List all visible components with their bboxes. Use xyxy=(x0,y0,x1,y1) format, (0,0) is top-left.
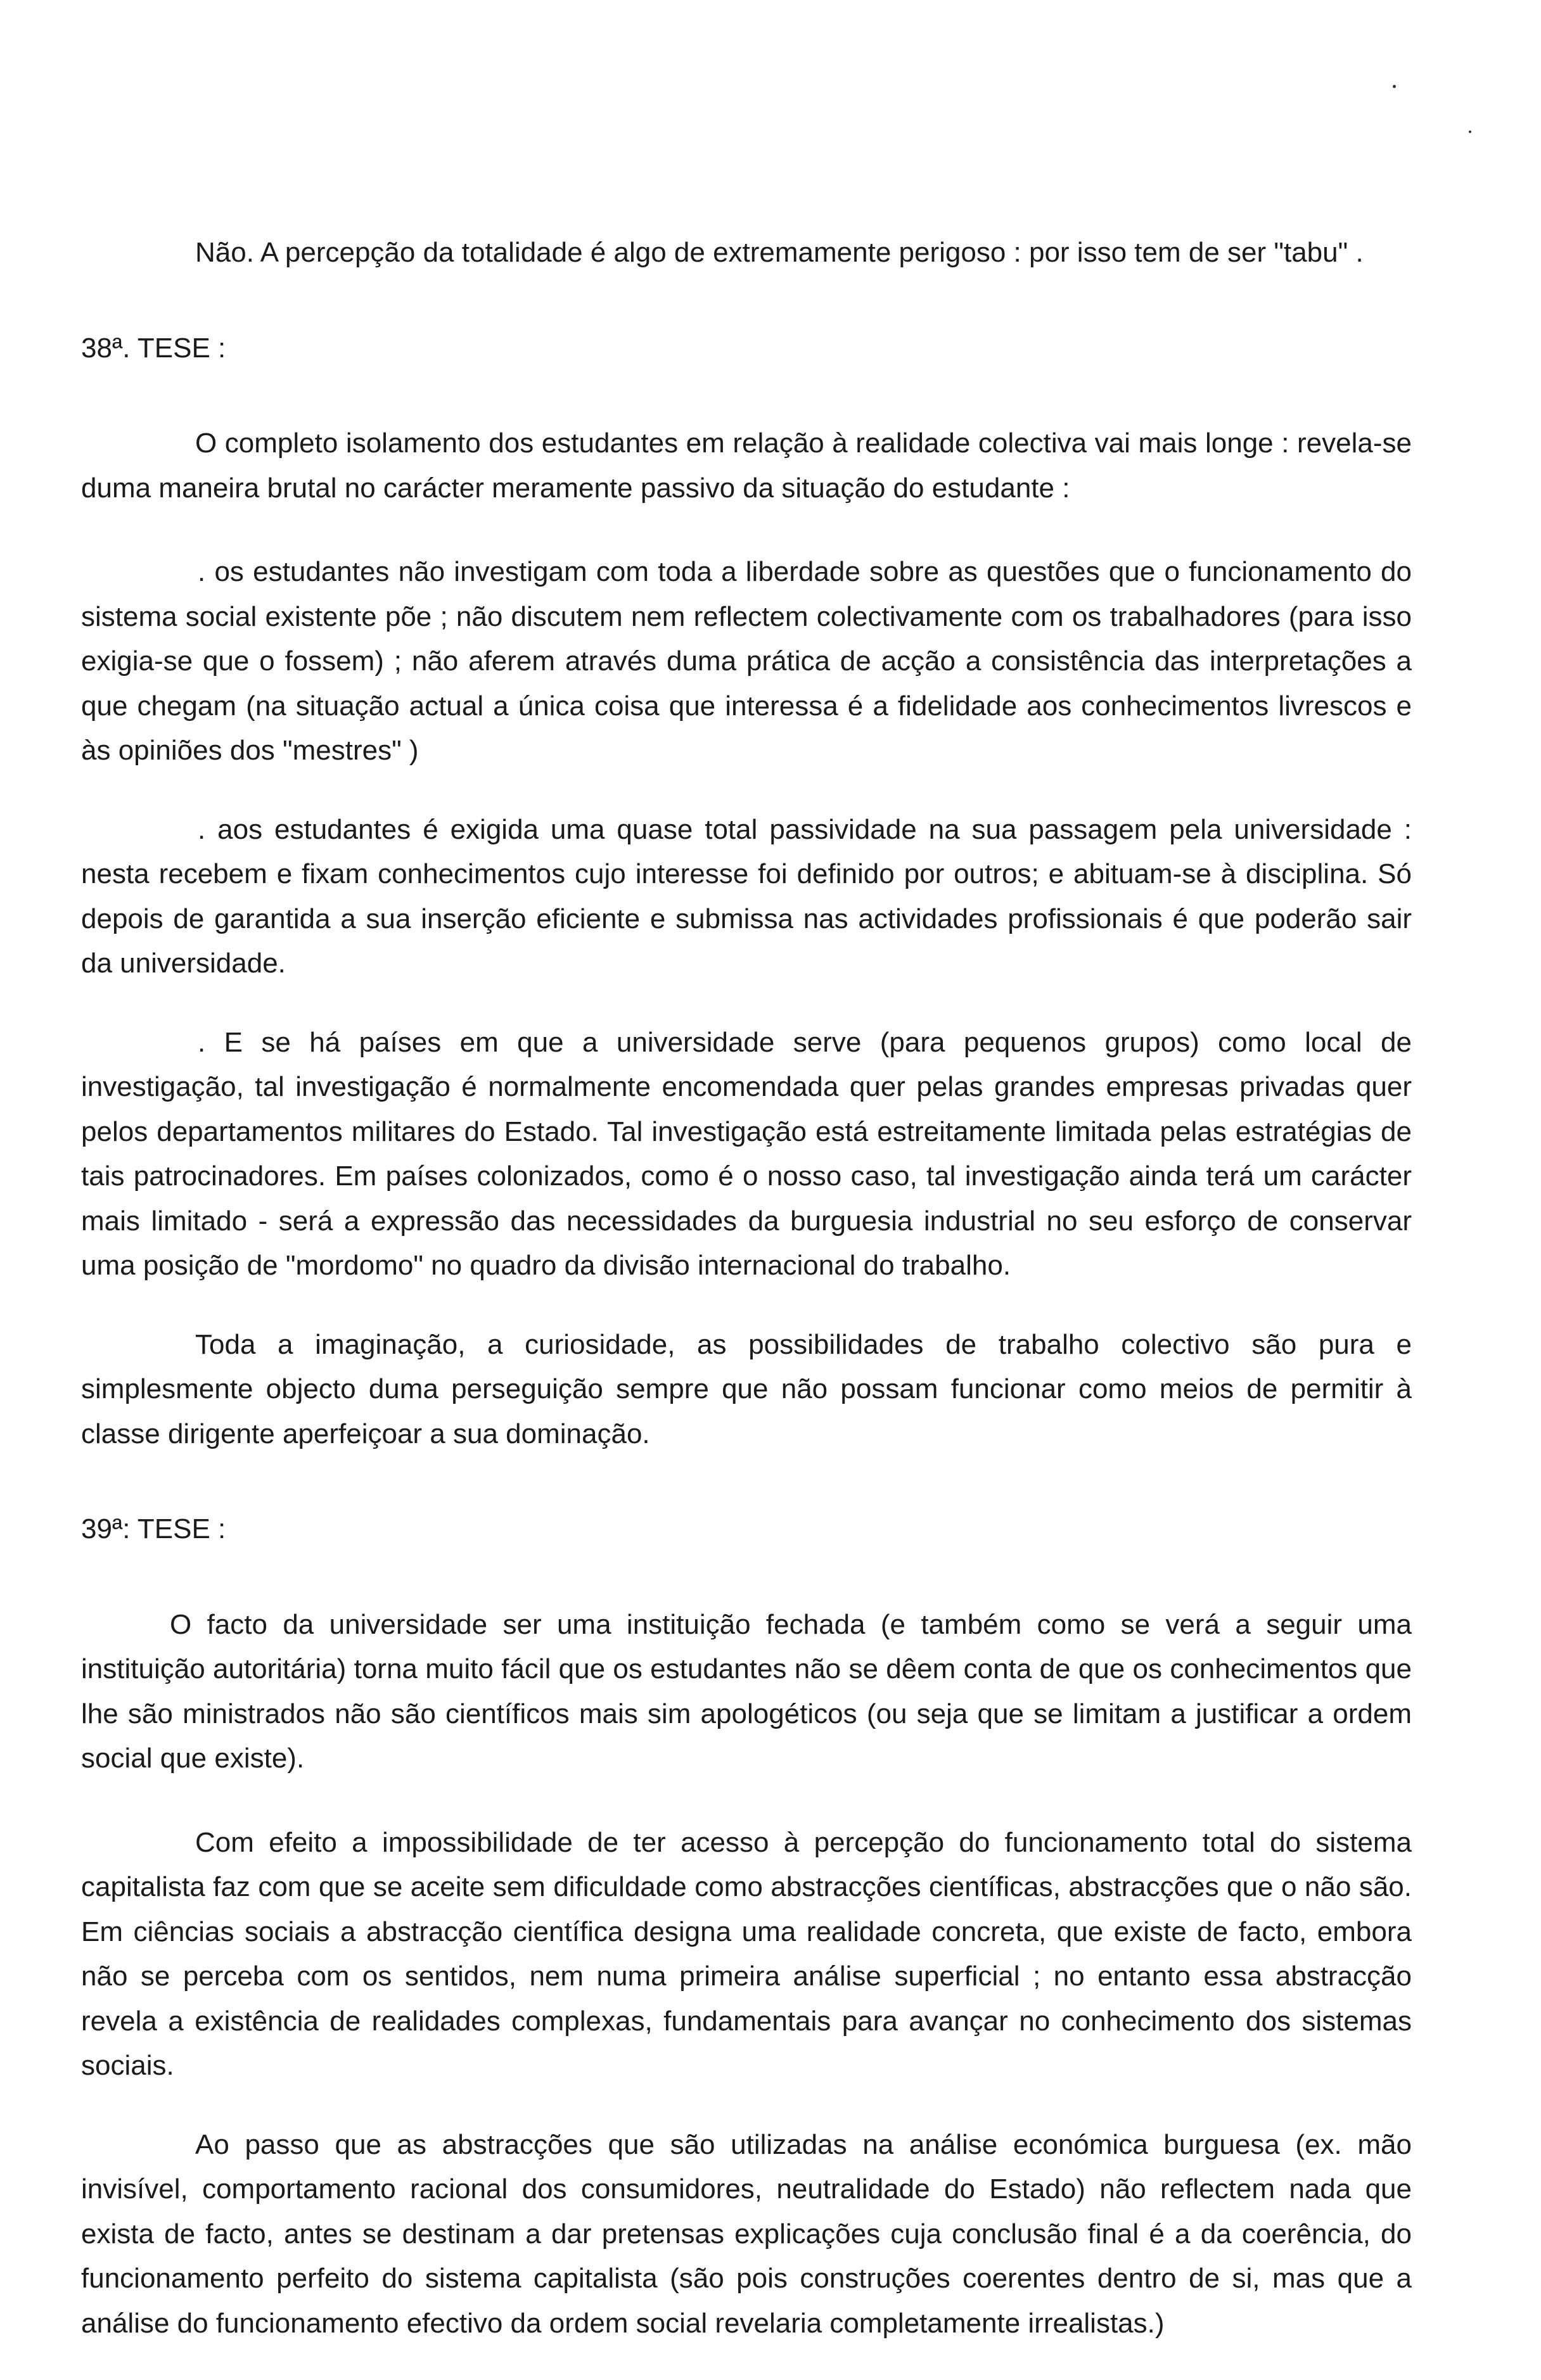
thesis-38-bullet: . aos estudantes é exigida uma quase total passividade na sua passagem pela universidade : nesta recebem e fixam conhecimentos cujo interesse foi definido por outros; e abituam-se à disciplina. Só depois de garantida a sua inserção eficiente e submissa nas actividades profissionais é que poderão sair da universidade. xyxy=(81,813,1412,979)
page-speck xyxy=(1469,130,1471,133)
thesis-39-paragraph: O facto da universidade ser uma instituição fechada (e também como se verá a seguir uma instituição autoritária) torna muito fácil que os estudantes não se dêem conta de que os conhecimentos que lhe são ministrados não são científicos mais sim apologéticos (ou seja que se limitam a justificar a ordem social que existe). xyxy=(81,1608,1412,1774)
thesis-38-section xyxy=(81,326,1412,1457)
thesis-38-paragraph: O completo isolamento dos estudantes em relação à realidade colectiva vai mais longe : revela-se duma maneira brutal no carácter meramente passivo da situação do estudante : xyxy=(81,428,1412,504)
thesis-38-paragraph: Toda a imaginação, a curiosidade, as possibilidades de trabalho colectivo são pura e simplesmente objecto duma perseguição sempre que não possam funcionar como meios de permitir à classe dirigente aperfeiçoar a sua dominação. xyxy=(81,1328,1412,1449)
document-page xyxy=(81,231,1412,2380)
page-speck xyxy=(1393,85,1396,88)
thesis-38-heading: 38ª. TESE : xyxy=(81,332,226,364)
intro-paragraph: Não. A percepção da totalidade é algo de extremamente perigoso : por isso tem de ser "tabu" . xyxy=(195,237,1364,268)
thesis-38-bullet: . E se há países em que a universidade serve (para pequenos grupos) como local de investigação, tal investigação é normalmente encomendada quer pelas grandes empresas privadas quer pelos departamentos militares do Estado. Tal investigação está estreitamente limitada pelas estratégias de tais patrocinadores. Em países colonizados, como é o nosso caso, tal investigação ainda terá um carácter mais limitado - será a expressão das necessidades da burguesia industrial no seu esforço de conservar uma posição de "mordomo" no quadro da divisão internacional do trabalho. xyxy=(81,1026,1412,1281)
thesis-39-paragraph: Ao passo que as abstracções que são utilizadas na análise económica burguesa (ex. mão invisível, comportamento racional dos consumidores, neutralidade do Estado) não reflectem nada que exista de facto, antes se destinam a dar pretensas explicações cuja conclusão final é a da coerência, do funcionamento perfeito do sistema capitalista (são pois construções coerentes dentro de si, mas que a análise do funcionamento efectivo da ordem social revelaria completamente irrealistas.) xyxy=(81,2129,1412,2339)
thesis-39-heading: 39ª: TESE : xyxy=(81,1513,226,1544)
thesis-39-section xyxy=(81,1507,1412,2346)
thesis-38-bullet: . os estudantes não investigam com toda a liberdade sobre as questões que o funcionamento do sistema social existente põe ; não discutem nem reflectem colectivamente com os trabalhadores (para isso exigia-se que o fossem) ; não aferem através duma prática de acção a consistência das interpretações a que chegam (na situação actual a única coisa que interessa é a fidelidade aos conhecimentos livrescos e às opiniões dos "mestres" ) xyxy=(81,556,1412,766)
thesis-39-paragraph: Com efeito a impossibilidade de ter acesso à percepção do funcionamento total do sistema capitalista faz com que se aceite sem dificuldade como abstracções científicas, abstracções que o não são. Em ciências sociais a abstracção científica designa uma realidade concreta, que existe de facto, embora não se perceba com os sentidos, nem numa primeira análise superficial ; no entanto essa abstracção revela a existência de realidades complexas, fundamentais para avançar no conhecimento dos sistemas sociais. xyxy=(81,1826,1412,2081)
